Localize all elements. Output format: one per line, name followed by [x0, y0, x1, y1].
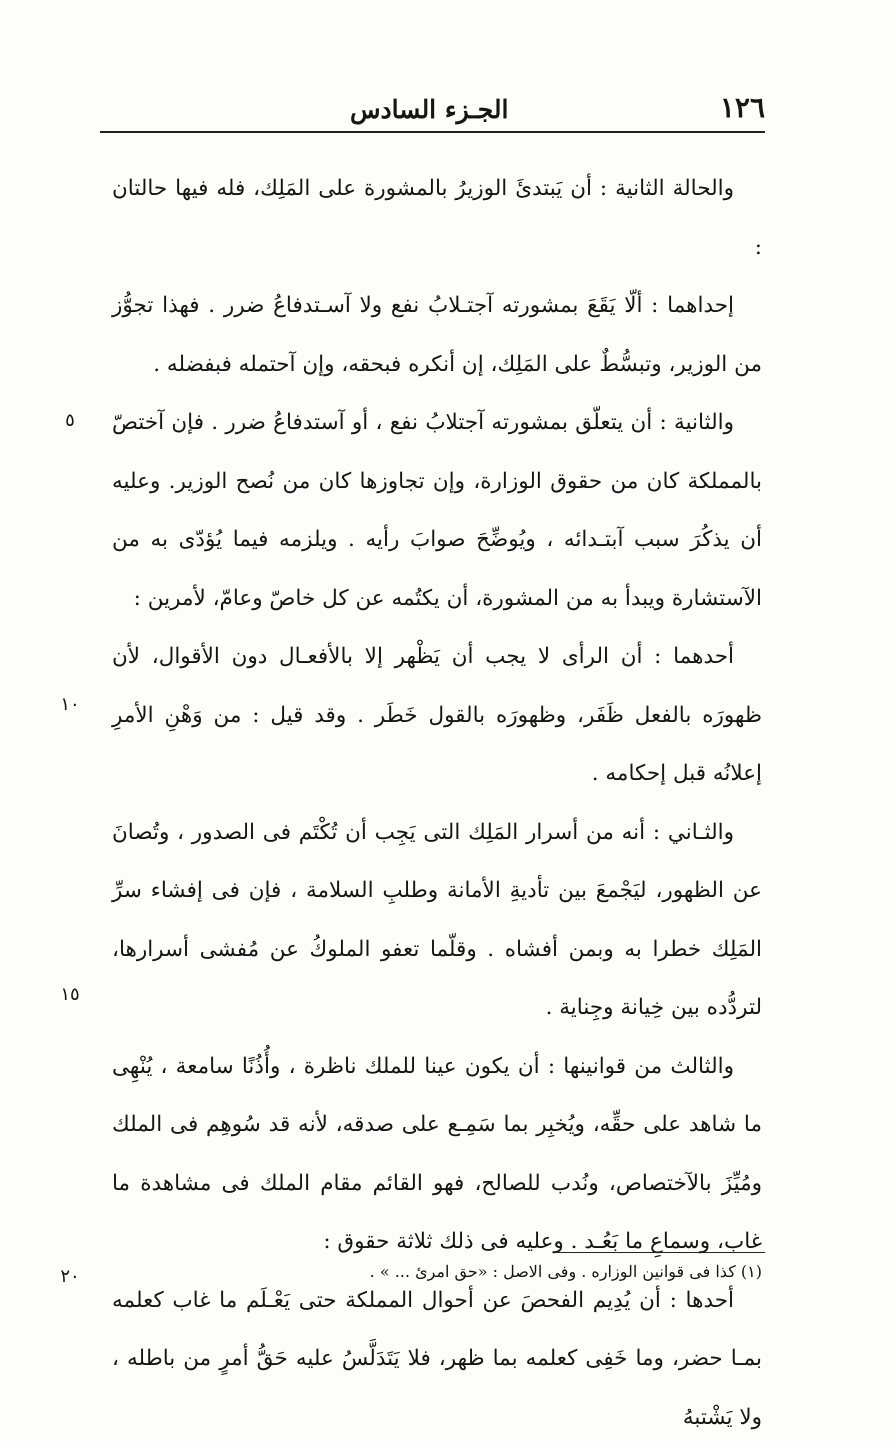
line-number-marker: ١٠ [50, 694, 90, 715]
footnote-rule [557, 1252, 765, 1253]
footnote: (١) كذا فى قوانين الوزاره . وفى الاصل : «حق امرئ ... » . [300, 1262, 762, 1281]
line-number-marker: ١٥ [50, 984, 90, 1005]
paragraph: والحالة الثانية : أن يَبتدئَ الوزيرُ بالمشورة على المَلِك، فله فيها حالتان : [112, 160, 762, 277]
page-number: ١٢٦ [720, 91, 765, 124]
line-number-marker: ٥ [50, 410, 90, 431]
paragraph: أحدها : أن يُدِيم الفحصَ عن أحوال المملكة حتى يَعْـلَم ما غاب كعلمه بمـا حضر، وما خَفِى كعلمه بما ظهر، فلا يَتَدَلَّسُ عليه حَقُّ أمرٍ من باطله ، ولا يَشْتبهُ [112, 1272, 762, 1447]
paragraph: والثـاني : أنه من أسرار المَلِك التى يَجِب أن تُكْتَم فى الصدور ، وتُصانَ عن الظهور، ليَجْمعَ بين تأديةِ الأمانة وطلبِ السلامة ، فإن فى إفشاء سرِّ المَلِك خطرا به وبمن أفشاه . وقلّما تعفو الملوكُ عن مُفشى أسرارها، لتردُّده بين خِيانة وجِناية . [112, 804, 762, 1038]
paragraph: أحدهما : أن الرأى لا يجب أن يَظْهر إلا بالأفعـال دون الأقوال، لأن ظهورَه بالفعل ظَفَر، وظهورَه بالقول خَطَر . وقد قيل : من وَهْنِ الأمرِ إعلانُه قبل إحكامه . [112, 628, 762, 804]
paragraph: والثالث من قوانينها : أن يكون عينا للملك ناظرة ، وأُذُنًا سامعة ، يُنْهِى ما شاهد على حقِّه، ويُخبِر بما سَمِـع على صدقه، لأنه قد سُوهِم فى الملك ومُيِّزَ بالآختصاص، ونُدب للصالح، فهو القائم مقام الملك فى مشاهدة ما غاب، وسماعِ ما بَعُـد . وعليه فى ذلك ثلاثة حقوق : [112, 1038, 762, 1272]
running-title: الجـزء السادس [350, 95, 508, 124]
running-header [100, 84, 765, 124]
main-text [112, 160, 762, 1447]
paragraph: والثانية : أن يتعلّق بمشورته آجتلابُ نفع ، أو آستدفاعُ ضرر . فإن آختصّ بالمملكة كان من حقوق الوزارة، وإن تجاوزها كان من نُصح الوزير. وعليه أن يذكُرَ سبب آبتـدائه ، ويُوضِّحَ صوابَ رأيه . ويلزمه فيما يُؤدّى به من الآستشارة ويبدأ به من المشورة، أن يكتُمه عن كل خاصّ وعامّ، لأمرين : [112, 394, 762, 628]
header-rule [100, 131, 765, 133]
paragraph: إحداهما : ألّا يَقَعَ بمشورته آجتـلابُ نفع ولا آسـتدفاعُ ضرر . فهذا تجوُّز من الوزير، وتبسُّطٌ على المَلِك، إن أنكره فبحقه، وإن آحتمله فبفضله . [112, 277, 762, 394]
line-number-marker: ٢٠ [50, 1266, 90, 1287]
